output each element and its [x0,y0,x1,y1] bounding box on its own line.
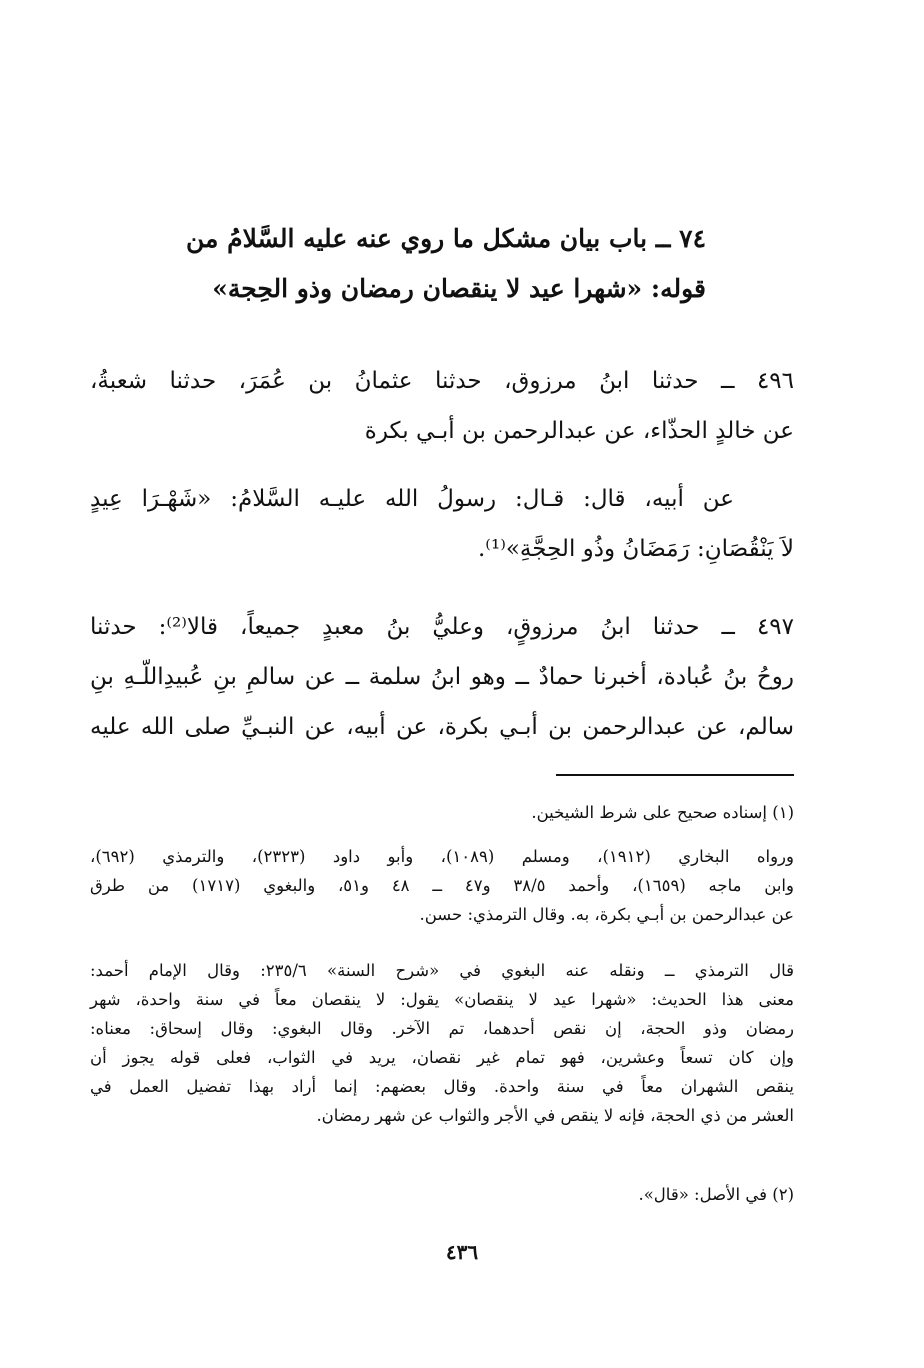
footnote-divider [556,774,794,776]
footnote-1-commentary [90,956,794,1130]
footnote-1-line-2: ورواه البخاري (١٩١٢)، ومسلم (١٠٨٩)، وأبو داود (٢٣٢٣)، والترمذي (٦٩٢)، [90,847,794,866]
footnote-1 [90,798,794,827]
commentary-line-2: معنى هذا الحديث: «شهرا عيد لا ينقصان» يقول: لا ينقصان معاً في سنة واحدة، شهر [90,990,794,1009]
hadith-496-line-3: عن أبيه، قال: قـال: رسولُ الله عليـه السَّلامُ: «شَهْـرَا عِيدٍ [90,486,734,512]
commentary-line-3: رمضان وذو الحجة، إن نقص أحدهما، تم الآخر. وقال البغوي: وقال إسحاق: معناه: [90,1019,794,1038]
hadith-497-line-1: ٤٩٧ ــ حدثنا ابنُ مرزوقٍ، وعليُّ بنُ معبدٍ جميعاً، قالا⁽²⁾: حدثنا [90,614,794,640]
chapter-heading-line-1: ٧٤ ــ باب بيان مشكل ما روي عنه عليه السَّلامُ من [186,224,706,253]
hadith-496-line-1: ٤٩٦ ــ حدثنا ابنُ مرزوق، حدثنا عثمانُ بن عُمَرَ، حدثنا شعبةُ، [90,368,794,394]
commentary-line-5: ينقص الشهران معاً في سنة واحدة. وقال بعضهم: إنما أراد بهذا تفضيل العمل في [90,1077,794,1096]
hadith-496-line-4: لاَ يَنْقُصَانِ: رَمَضَانُ وذُو الحِجَّةِ»⁽¹⁾. [477,536,794,562]
commentary-line-4: وإن كان تسعاً وعشرين، فهو تمام غير نقصان، يريد في الثواب، فعلى قوله يجوز أن [90,1048,794,1067]
footnote-1-line-4: عن عبدالرحمن بن أبـي بكرة، به. وقال الترمذي: حسن. [419,905,794,924]
hadith-497-line-2: روحُ بنُ عُبادة، أخبرنا حمادٌ ــ وهو ابنُ سلمة ــ عن سالمِ بنِ عُبيدِاللّـهِ بنِ [90,664,794,690]
page-number: ٤٣٦ [445,1240,479,1264]
footnote-2 [90,1180,794,1209]
footnote-1-line-3: وابن ماجه (١٦٥٩)، وأحمد ٣٨/٥ و٤٧ ــ ٤٨ و٥١، والبغوي (١٧١٧) من طرق [90,876,794,895]
chapter-heading-line-2: قوله: «شهرا عيد لا ينقصان رمضان وذو الحِجة» [212,274,706,303]
hadith-497 [90,602,794,752]
footnote-1-sources [90,842,794,929]
chapter-heading [150,214,706,314]
hadith-496-part-1 [90,356,794,456]
hadith-497-line-3: سالم، عن عبدالرحمن بن أبـي بكرة، عن أبيه، عن النبـيِّ صلى الله عليه [90,714,794,740]
hadith-496-line-2: عن خالدٍ الحذّاء، عن عبدالرحمن بن أبـي بكرة [364,418,794,444]
footnote-2-text: (٢) في الأصل: «قال». [638,1185,794,1204]
commentary-line-6: العشر من ذي الحجة، فإنه لا ينقص في الأجر والثواب عن شهر رمضان. [316,1106,794,1125]
footnote-1-line-1: (١) إسناده صحيح على شرط الشيخين. [531,803,794,822]
commentary-line-1: قال الترمذي ــ ونقله عنه البغوي في «شرح السنة» ٢٣٥/٦: وقال الإمام أحمد: [90,961,794,980]
hadith-496-part-2 [90,474,794,574]
